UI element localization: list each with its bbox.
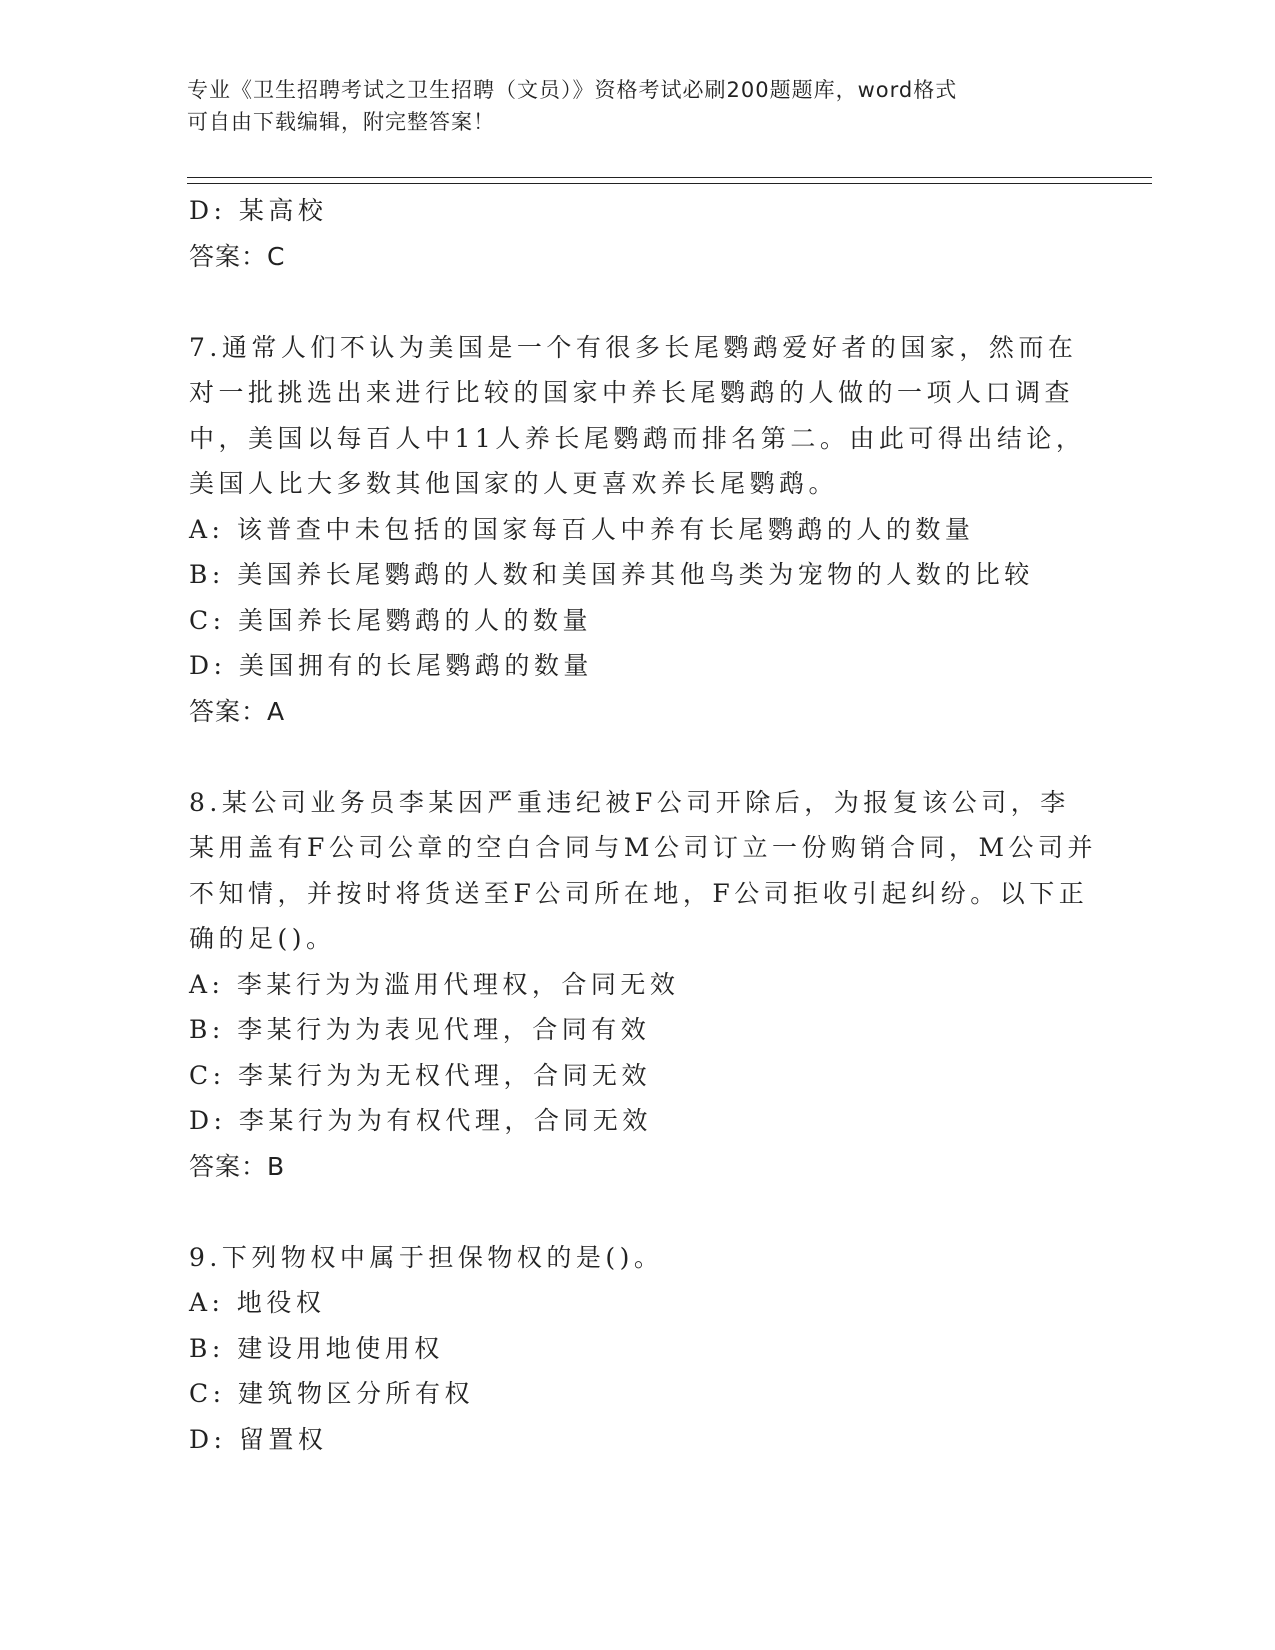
option-a: A: 该普查中未包括的国家每百人中养有长尾鹦鹉的人的数量 <box>189 514 975 544</box>
question-stem-line: 9.下列物权中属于担保物权的是()。 <box>189 1242 664 1272</box>
answer-line: 答案：B <box>189 1151 286 1181</box>
header-rule-bottom <box>187 183 1152 184</box>
option-c: C: 建筑物区分所有权 <box>189 1379 474 1408</box>
question-content <box>189 188 1098 1462</box>
answer-line: 答案：A <box>189 696 286 726</box>
question-8 <box>189 780 1098 1190</box>
question-stem-line: 8.某公司业务员李某因严重违纪被F公司开除后，为报复该公司，李 <box>189 787 1070 817</box>
option-d: D: 留置权 <box>189 1424 328 1454</box>
spacer <box>189 1189 1089 1235</box>
option-c: C: 美国养长尾鹦鹉的人的数量 <box>189 605 592 635</box>
option-b: B: 李某行为为表见代理，合同有效 <box>189 1015 651 1044</box>
prev-option-d: D: 某高校 <box>189 196 328 225</box>
question-9 <box>189 1235 1089 1463</box>
option-a: A: 李某行为为滥用代理权，合同无效 <box>189 969 680 999</box>
question-stem-line: 中，美国以每百人中11人养长尾鹦鹉而排名第二。由此可得出结论， <box>189 423 1086 453</box>
question-stem-line: 不知情，并按时将货送至F公司所在地，F公司拒收引起纠纷。以下正 <box>189 878 1089 908</box>
question-7 <box>189 325 1089 735</box>
spacer <box>189 279 1089 325</box>
question-stem-line: 美国人比大多数其他国家的人更喜欢养长尾鹦鹉。 <box>189 469 839 498</box>
header-rule-top <box>187 177 1152 178</box>
question-stem-line: 确的足()。 <box>189 924 336 953</box>
option-a: A: 地役权 <box>189 1288 326 1317</box>
question-stem-line: 对一批挑选出来进行比较的国家中养长尾鹦鹉的人做的一项人口调查 <box>189 378 1075 407</box>
question-stem-line: 某用盖有F公司公章的空白合同与M公司订立一份购销合同，M公司并 <box>189 833 1098 862</box>
spacer <box>189 734 1089 780</box>
prev-answer: 答案：C <box>189 241 286 271</box>
option-d: D: 李某行为为有权代理，合同无效 <box>189 1106 652 1135</box>
option-c: C: 李某行为为无权代理，合同无效 <box>189 1060 651 1090</box>
option-b: B: 建设用地使用权 <box>189 1333 444 1363</box>
option-b: B: 美国养长尾鹦鹉的人数和美国养其他鸟类为宠物的人数的比较 <box>189 560 1034 589</box>
option-d: D: 美国拥有的长尾鹦鹉的数量 <box>189 651 593 680</box>
question-stem-line: 7.通常人们不认为美国是一个有很多长尾鹦鹉爱好者的国家，然而在 <box>189 332 1078 362</box>
document-header: 专业《卫生招聘考试之卫生招聘（文员）》资格考试必刷200题题库，word格式 可自由下载编辑，附完整答案！ <box>187 78 958 134</box>
